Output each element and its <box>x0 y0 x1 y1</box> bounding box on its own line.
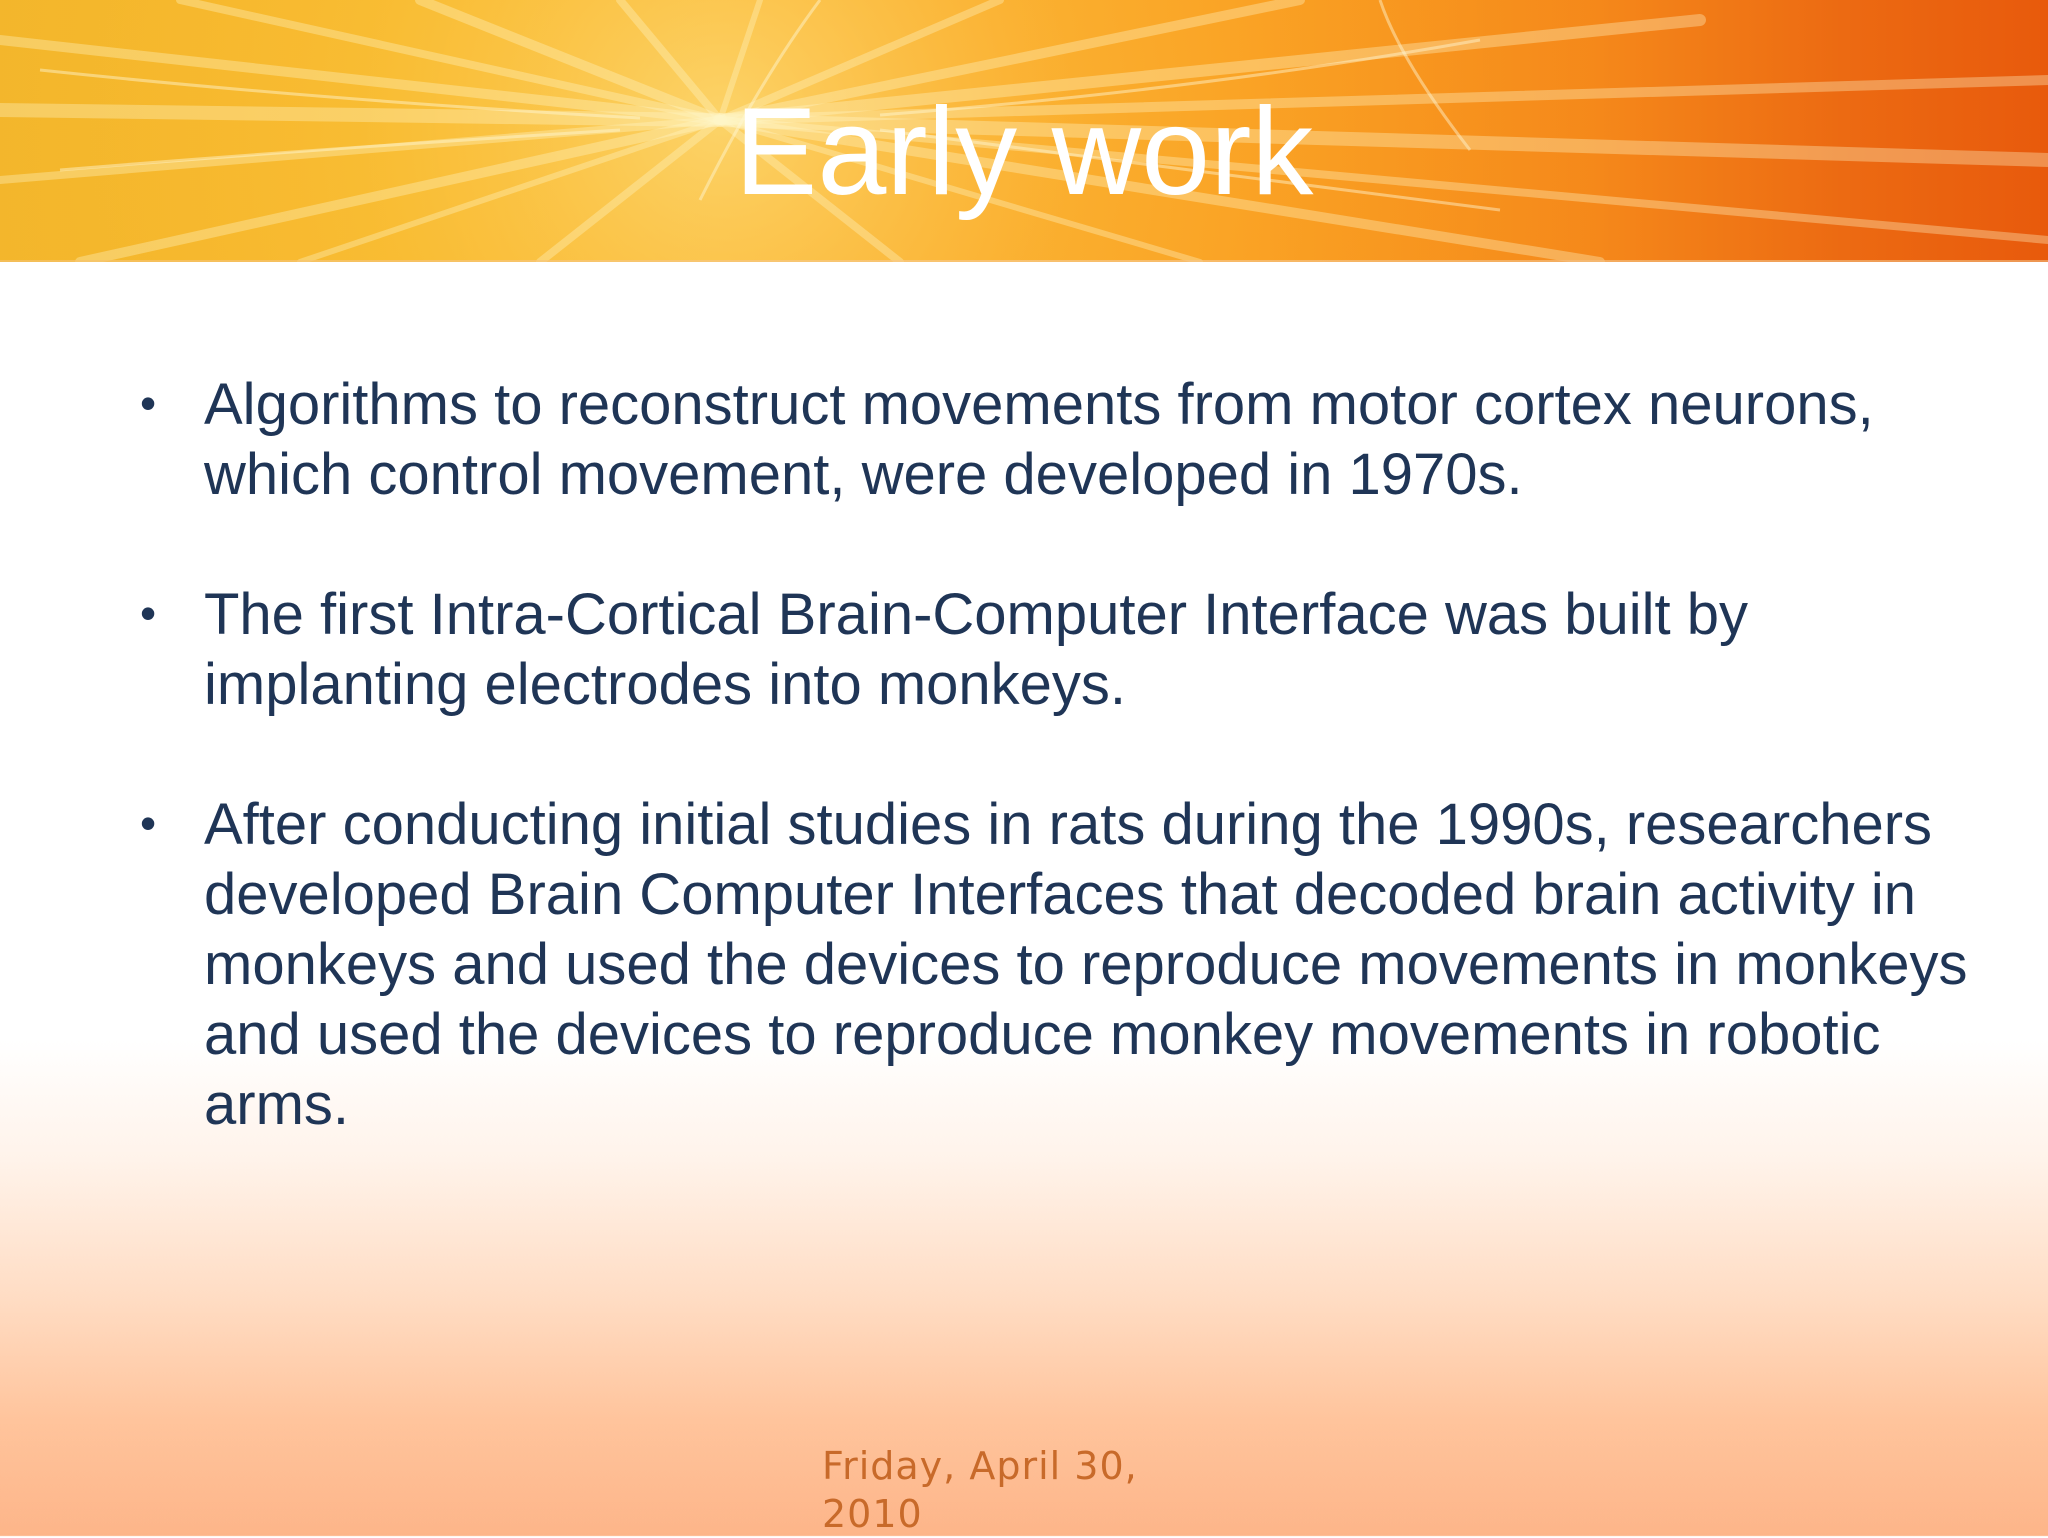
bullet-text: After conducting initial studies in rats during the 1990s, researchers developed Brain Computer Interfaces that decoded brain activity in monkeys and used the devices to reproduce movements in monkeys and used the devices to reproduce monkey movements in robotic arms. <box>204 792 1968 1137</box>
bullet-marker: • <box>140 797 157 849</box>
bullet-item <box>140 790 1980 1140</box>
bullet-item <box>140 370 1980 510</box>
banner-edge <box>0 260 2048 262</box>
bullet-text: Algorithms to reconstruct movements from motor cortex neurons, which control movement, were developed in 1970s. <box>204 372 1874 507</box>
bullet-item <box>140 580 1980 720</box>
bullet-list <box>140 370 1980 1210</box>
bullet-marker: • <box>140 377 157 429</box>
bullet-text: The first Intra-Cortical Brain-Computer Interface was built by implanting electrodes into monkeys. <box>204 582 1748 717</box>
bullet-marker: • <box>140 587 157 639</box>
footer-date: Friday, April 30, 2010 <box>822 1444 1138 1536</box>
slide-title: Early work <box>734 83 1314 221</box>
